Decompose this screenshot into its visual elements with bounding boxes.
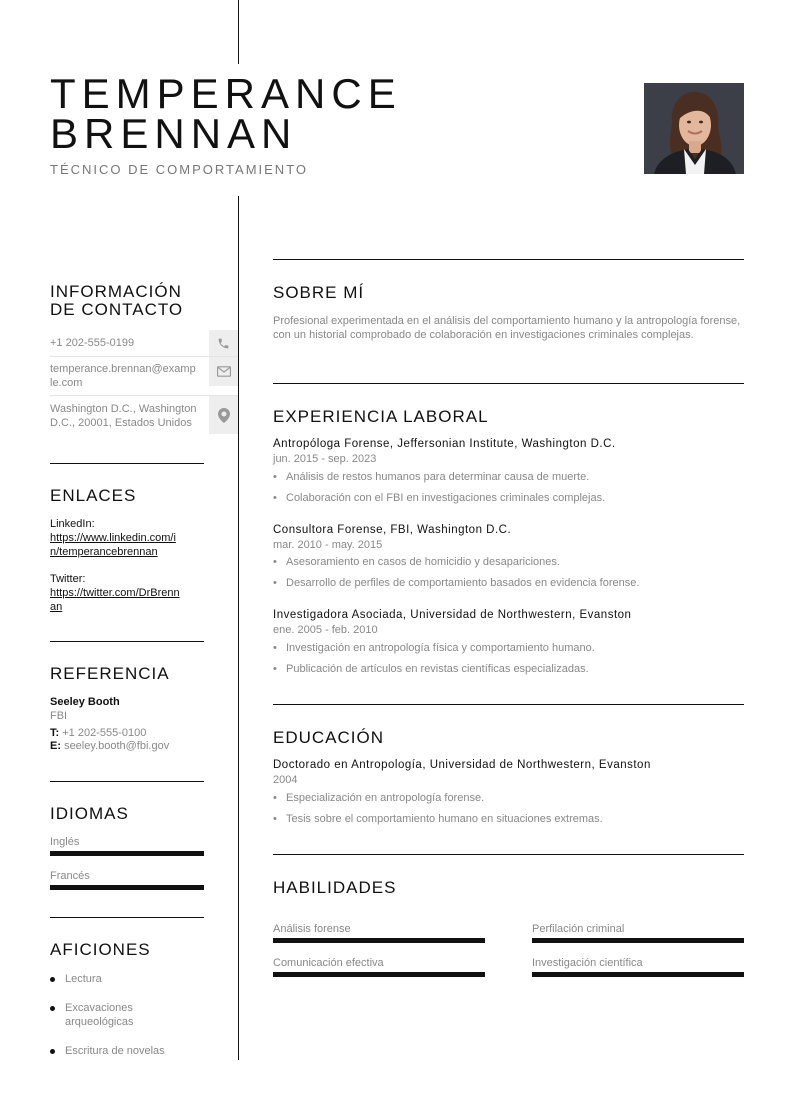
bullet-text: Colaboración con el FBI en investigaciones criminales complejas. xyxy=(286,492,606,504)
bullet-icon: • xyxy=(273,471,277,483)
reference-org: FBI xyxy=(50,710,68,722)
reference-name: Seeley Booth xyxy=(50,696,120,708)
job-dates: jun. 2015 - sep. 2023 xyxy=(273,453,377,465)
email-line2: le.com xyxy=(50,377,83,389)
bullet-icon: • xyxy=(273,642,277,654)
sidebar-divider xyxy=(50,463,204,464)
bullet-icon: • xyxy=(273,663,277,675)
job-dates: ene. 2005 - feb. 2010 xyxy=(273,624,378,636)
email-line1: temperance.brennan@examp xyxy=(50,363,196,375)
bullet-icon: • xyxy=(273,813,277,825)
address-line2: D.C., 20001, Estados Unidos xyxy=(50,417,192,429)
bullet-text: Análisis de restos humanos para determinar causa de muerte. xyxy=(286,471,590,483)
reference-email-label: E: xyxy=(50,740,61,752)
skill-name: Perfilación criminal xyxy=(532,923,625,935)
portrait-image xyxy=(644,83,744,174)
hobby-text: Excavaciones xyxy=(65,1002,133,1014)
bullet-dot-icon xyxy=(50,1006,55,1011)
link-url-line1: https://twitter.com/DrBrenn xyxy=(50,587,180,599)
language-level-bar xyxy=(50,851,204,856)
job-subtitle: TÉCNICO DE COMPORTAMIENTO xyxy=(50,162,309,177)
reference-phone-label: T: xyxy=(50,727,60,739)
section-divider xyxy=(273,704,744,705)
skill-name: Investigación científica xyxy=(532,957,643,969)
bullet-dot-icon xyxy=(50,977,55,982)
about-section-title: SOBRE MÍ xyxy=(273,283,365,302)
links-section-title: ENLACES xyxy=(50,486,137,505)
bullet-dot-icon xyxy=(50,1049,55,1054)
bullet-icon: • xyxy=(273,492,277,504)
bullet-icon: • xyxy=(273,792,277,804)
contact-email[interactable] xyxy=(50,362,206,390)
link-url-line1: https://www.linkedin.com/i xyxy=(50,532,176,544)
bullet-text: Tesis sobre el comportamiento humano en situaciones extremas. xyxy=(286,813,603,825)
skills-section-title: HABILIDADES xyxy=(273,878,397,897)
job-title: Investigadora Asociada, Universidad de Northwestern, Evanston xyxy=(273,609,632,621)
contact-phone-row xyxy=(50,330,238,357)
skill-name: Comunicación efectiva xyxy=(273,957,384,969)
degree-year: 2004 xyxy=(273,774,298,786)
hobby-text: Escritura de novelas xyxy=(65,1045,165,1057)
education-section-title: EDUCACIÓN xyxy=(273,728,385,747)
link-url-line2: an xyxy=(50,601,63,613)
contact-email-row xyxy=(50,357,238,396)
sidebar-divider xyxy=(50,917,204,918)
section-divider xyxy=(273,259,744,260)
section-divider xyxy=(273,854,744,855)
name-line-last: BRENNAN xyxy=(50,110,298,157)
section-divider xyxy=(273,383,744,384)
skill-name: Análisis forense xyxy=(273,923,351,935)
contact-title-line2: DE CONTACTO xyxy=(50,300,184,319)
reference-phone[interactable]: +1 202-555-0100 xyxy=(62,727,147,739)
profile-photo xyxy=(644,83,744,174)
envelope-icon xyxy=(209,357,238,386)
twitter-link[interactable] xyxy=(50,586,204,614)
bullet-text: Investigación en antropología física y comportamiento humano. xyxy=(286,642,595,654)
sidebar-divider xyxy=(50,641,204,642)
reference-email-line xyxy=(50,740,169,752)
hobby-text-line2: arqueológicas xyxy=(65,1016,134,1028)
link-item xyxy=(50,573,204,614)
reference-email[interactable]: seeley.booth@fbi.gov xyxy=(64,740,170,752)
language-level-track xyxy=(50,885,204,890)
skill-level-bar xyxy=(273,972,485,977)
phone-icon xyxy=(209,330,238,356)
sidebar-divider xyxy=(50,781,204,782)
bullet-text: Asesoramiento en casos de homicidio y desapariciones. xyxy=(286,556,560,568)
hobbies-section-title: AFICIONES xyxy=(50,940,151,959)
name-line-first: TEMPERANCE xyxy=(50,70,402,117)
language-name: Inglés xyxy=(50,836,80,848)
contact-address xyxy=(50,402,206,430)
job-title: Antropóloga Forense, Jeffersonian Institute, Washington D.C. xyxy=(273,438,616,450)
address-line1: Washington D.C., Washington xyxy=(50,403,197,415)
about-text: Profesional experimentada en el análisis del comportamiento humano y la antropología forense, con un historial comprobado de colaboración en investigaciones criminales complejas. xyxy=(273,315,741,341)
linkedin-link[interactable] xyxy=(50,531,204,559)
link-label: Twitter: xyxy=(50,573,86,585)
bullet-text: Desarrollo de perfiles de comportamiento basados en evidencia forense. xyxy=(286,577,640,589)
language-level-track xyxy=(50,851,204,856)
contact-phone[interactable]: +1 202-555-0199 xyxy=(50,337,135,349)
experience-section-title: EXPERIENCIA LABORAL xyxy=(273,407,489,426)
degree-title: Doctorado en Antropología, Universidad de Northwestern, Evanston xyxy=(273,759,651,771)
candidate-name xyxy=(50,70,402,157)
hobby-text: Lectura xyxy=(65,973,102,985)
reference-section-title: REFERENCIA xyxy=(50,664,170,683)
language-name: Francés xyxy=(50,870,90,882)
link-label: LinkedIn: xyxy=(50,518,95,530)
location-pin-icon xyxy=(209,396,238,434)
language-level-bar xyxy=(50,885,204,890)
vertical-divider xyxy=(238,196,239,1060)
job-title: Consultora Forense, FBI, Washington D.C. xyxy=(273,524,512,536)
skill-level-bar xyxy=(532,972,744,977)
skill-level-bar xyxy=(532,938,744,943)
bullet-text: Especialización en antropología forense. xyxy=(286,792,485,804)
vertical-divider-top xyxy=(238,0,239,64)
reference-phone-line xyxy=(50,727,146,739)
contact-address-row xyxy=(50,396,238,434)
job-dates: mar. 2010 - may. 2015 xyxy=(273,539,383,551)
contact-section-title xyxy=(50,283,183,319)
contact-title-line1: INFORMACIÓN xyxy=(50,282,182,301)
link-item xyxy=(50,518,204,559)
bullet-icon: • xyxy=(273,556,277,568)
languages-section-title: IDIOMAS xyxy=(50,804,129,823)
skill-level-bar xyxy=(273,938,485,943)
bullet-icon: • xyxy=(273,577,277,589)
link-url-line2: n/temperancebrennan xyxy=(50,546,158,558)
bullet-text: Publicación de artículos en revistas científicas especializadas. xyxy=(286,663,589,675)
